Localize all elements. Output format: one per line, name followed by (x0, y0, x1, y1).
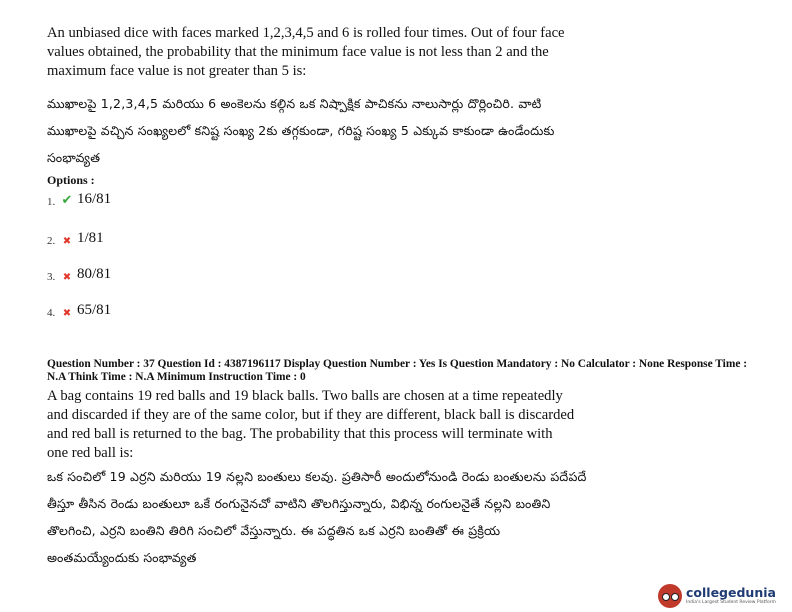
option-value: 65/81 (77, 302, 112, 318)
option-value: 80/81 (77, 266, 112, 282)
option-value: 1/81 (77, 230, 104, 246)
question-2-telugu-text: ఒక సంచిలో 19 ఎర్రని మరియు 19 నల్లని బంతులు కలవు. ప్రతిసారీ అందులోనుండి రెండు బంతులను పదేపదే తీస్తూ తీసిన రెండు బంతులూ ఒకే రంగునైనచో వాటిని తొలగిస్తున్నారు, విభిన్న రంగులనైతే నల్లని బంతిని తొలగించి, ఎర్రని బంతిని తిరిగి సంచిలో వేస్తున్నారు. ఈ పద్ధతిన ఒక ఎర్రని బంతితో ఈ ప్రక్రియ అంతమయ్యేందుకు సంభావ్యత (47, 469, 587, 565)
wrong-cross-icon: ✖ (62, 308, 72, 319)
question-1-telugu-text: ముఖాలపై 1,2,3,4,5 మరియు 6 అంకెలను కల్గిన ఒక నిష్పాక్షిక పాచికను నాలుసార్లు దొర్లించిరి. వాటి ముఖాలపై వచ్చిన సంఖ్యలలో కనిష్ట సంఖ్య 2కు తగ్గకుండా, గరిష్ట సంఖ్య 5 ఎక్కువ కాకుండా ఉండేందుకు సంభావ్యత (47, 96, 555, 165)
owl-logo-icon (658, 584, 682, 608)
wrong-cross-icon: ✖ (62, 272, 72, 283)
logo-name: collegedunia (686, 584, 776, 600)
wrong-cross-icon: ✖ (62, 236, 72, 247)
question-1-text: An unbiased dice with faces marked 1,2,3,4,5 and 6 is rolled four times. Out of four face values obtained, the probability that the minimum face value is not less than 2 and the maximum face value is not greater than 5 is: (47, 25, 565, 79)
question-2-text: A bag contains 19 red balls and 19 black balls. Two balls are chosen at a time repeatedly and discarded if they are of the same color, but if they are different, black ball is discarded and red ball is returned to the bag. The probability that this process will terminate with one red ball is: (47, 388, 575, 461)
options-label: Options : (47, 173, 95, 187)
option-number: 4. (47, 307, 56, 319)
option-3 (47, 261, 111, 283)
option-value: 16/81 (77, 191, 112, 207)
option-4 (47, 297, 111, 319)
correct-check-icon: ✔ (61, 192, 73, 207)
option-number: 3. (47, 271, 56, 283)
option-2 (47, 225, 104, 247)
option-1 (47, 186, 111, 208)
option-number: 1. (47, 196, 56, 208)
question-2-meta: Question Number : 37 Question Id : 4387196117 Display Question Number : Yes Is Question Mandatory : No Calculator : None Response Time : N.A Think Time : N.A Minimum Instruction Time : 0 (47, 358, 748, 383)
logo-tagline: India's Largest Student Review Platform (686, 600, 776, 605)
collegedunia-logo (658, 582, 792, 610)
option-number: 2. (47, 235, 56, 247)
